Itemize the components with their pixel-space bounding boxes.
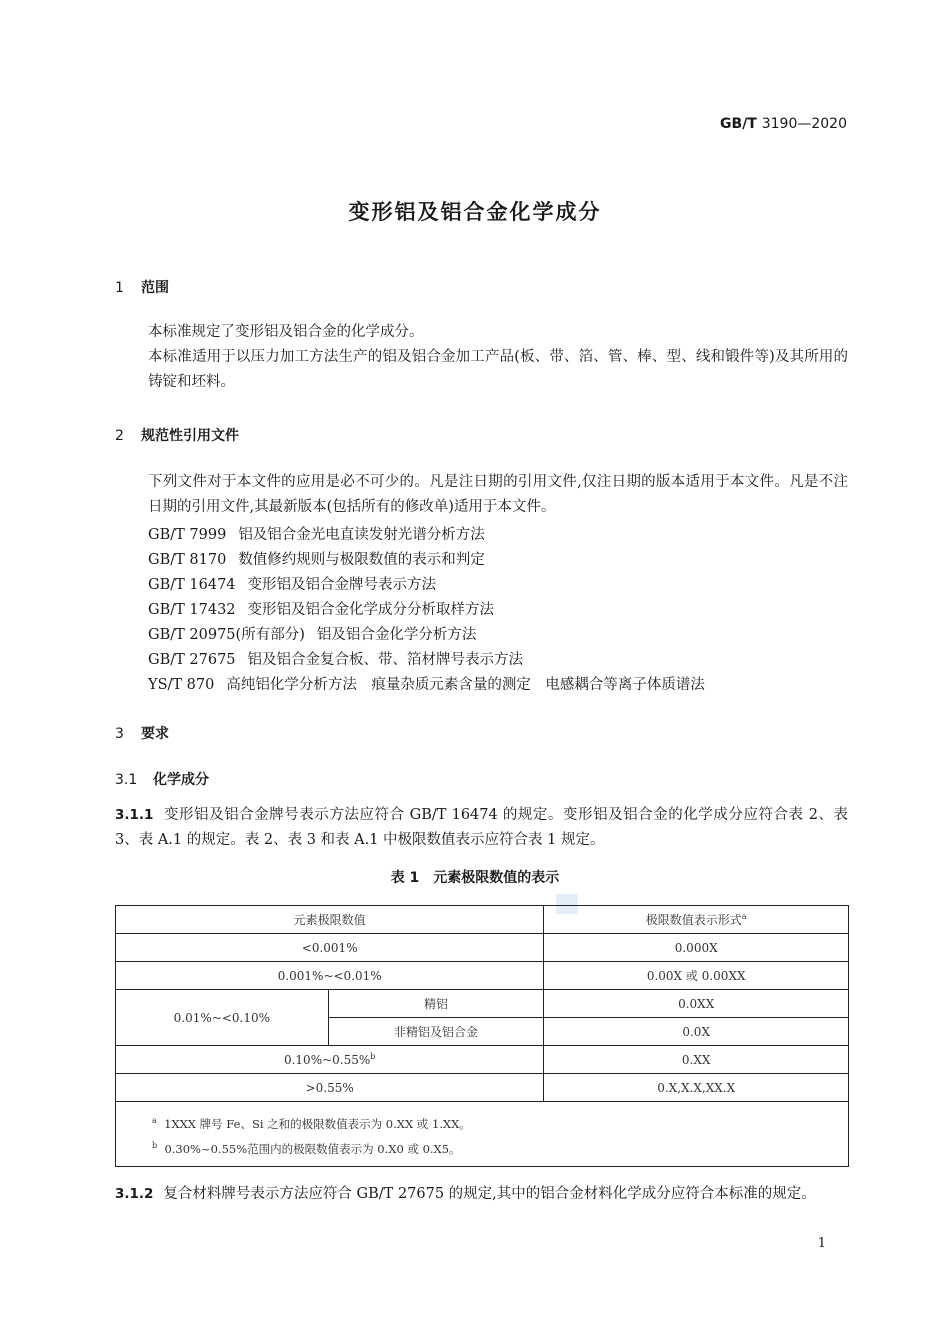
section-3-heading — [115, 723, 169, 743]
section-number: 2 — [115, 428, 124, 444]
subsection-3-1-heading — [115, 769, 209, 789]
reference-code: GB/T 7999 — [148, 527, 227, 543]
standard-prefix: GB/T — [720, 116, 757, 132]
reference-code: GB/T 16474 — [148, 577, 236, 593]
clause-3-1-2 — [115, 1182, 848, 1207]
table-cell: 精铝 — [328, 990, 544, 1018]
reference-title: 铝及铝合金复合板、带、箔材牌号表示方法 — [247, 652, 524, 668]
reference-code: YS/T 870 — [148, 677, 215, 693]
reference-item — [148, 623, 476, 644]
section-title: 范围 — [141, 280, 169, 296]
reference-code: GB/T 27675 — [148, 652, 236, 668]
section-2-intro — [115, 470, 848, 520]
table-notes — [116, 1102, 849, 1167]
table-cell: 0.X,X.X,XX.X — [544, 1074, 849, 1102]
table-1 — [115, 905, 849, 1167]
table-cell: <0.001% — [116, 934, 544, 962]
reference-title: 铝及铝合金化学分析方法 — [316, 627, 477, 643]
standard-number: 3190—2020 — [761, 116, 847, 132]
subsection-title: 化学成分 — [153, 772, 209, 788]
clause-number: 3.1.1 — [115, 807, 154, 823]
table-header-cell: 极限数值表示形式$^a$ — [544, 906, 849, 934]
table-note: $^a$ 1XXX 牌号 Fe、Si 之和的极限数值表示为 0.XX 或 1.XX。 — [152, 1116, 471, 1131]
clause-text: 复合材料牌号表示方法应符合 GB/T 27675 的规定,其中的铝合金材料化学成分应符合本标准的规定。 — [163, 1186, 816, 1202]
clause-number: 3.1.2 — [115, 1186, 154, 1202]
reference-item — [148, 573, 436, 594]
table-cell: 0.000X — [544, 934, 849, 962]
table-cell: 非精铝及铝合金 — [328, 1018, 544, 1046]
table-cell: >0.55% — [116, 1074, 544, 1102]
table-note: $^b$ 0.30%~0.55%范围内的极限数值表示为 0.X0 或 0.X5。 — [152, 1140, 461, 1156]
clause-text: 变形铝及铝合金牌号表示方法应符合 GB/T 16474 的规定。变形铝及铝合金的化学成分应符合表 2、表 3、表 A.1 的规定。表 2、表 3 和表 A.1 中极限数值表示应符合表 1 规定。 — [115, 807, 848, 848]
table-cell: 0.0XX — [544, 990, 849, 1018]
table-header-row — [116, 906, 849, 934]
reference-item — [148, 523, 485, 544]
table-header-cell: 元素极限数值 — [116, 906, 544, 934]
subsection-number: 3.1 — [115, 772, 138, 788]
reference-code: GB/T 17432 — [148, 602, 236, 618]
table-row — [116, 934, 849, 962]
reference-code: GB/T 8170 — [148, 552, 227, 568]
reference-item — [148, 598, 494, 619]
section-title: 要求 — [141, 726, 169, 742]
section-title: 规范性引用文件 — [141, 428, 239, 444]
table-row — [116, 962, 849, 990]
table-cell: 0.0X — [544, 1018, 849, 1046]
section-number: 3 — [115, 726, 124, 742]
reference-title: 铝及铝合金光电直读发射光谱分析方法 — [238, 527, 485, 543]
table-row — [116, 990, 849, 1018]
page-number: 1 — [817, 1236, 826, 1251]
standard-code — [720, 116, 847, 132]
reference-title: 数值修约规则与极限数值的表示和判定 — [238, 552, 485, 568]
reference-item — [148, 673, 705, 694]
reference-item — [148, 548, 485, 569]
table-cell: 0.01%~<0.10% — [116, 990, 329, 1046]
reference-title: 高纯铝化学分析方法 痕量杂质元素含量的测定 电感耦合等离子体质谱法 — [226, 677, 705, 693]
reference-item — [148, 648, 523, 669]
table-notes-row — [116, 1102, 849, 1167]
reference-title: 变形铝及铝合金化学成分分析取样方法 — [247, 602, 495, 618]
section-2-heading — [115, 425, 239, 445]
paragraph: 本标准规定了变形铝及铝合金的化学成分。 — [148, 324, 424, 340]
reference-title: 变形铝及铝合金牌号表示方法 — [247, 577, 437, 593]
table-1-title: 表 1 元素极限数值的表示 — [390, 870, 560, 886]
paragraph: 本标准适用于以压力加工方法生产的铝及铝合金加工产品(板、带、箔、管、棒、型、线和锻件等)及其所用的铸锭和坯料。 — [148, 349, 848, 390]
table-row — [116, 1074, 849, 1102]
table-row — [116, 1046, 849, 1074]
document-title: 变形铝及铝合金化学成分 — [348, 200, 602, 224]
section-1-heading — [115, 277, 169, 297]
reference-code: GB/T 20975(所有部分) — [148, 627, 305, 643]
paragraph: 下列文件对于本文件的应用是必不可少的。凡是注日期的引用文件,仅注日期的版本适用于本文件。凡是不注日期的引用文件,其最新版本(包括所有的修改单)适用于本文件。 — [148, 474, 848, 515]
table-cell: 0.XX — [544, 1046, 849, 1074]
table-cell: 0.10%~0.55%$^b$ — [116, 1046, 544, 1074]
clause-3-1-1 — [115, 803, 848, 853]
table-cell: 0.001%~<0.01% — [116, 962, 544, 990]
table-cell: 0.00X 或 0.00XX — [544, 962, 849, 990]
section-1-body — [115, 320, 848, 395]
section-number: 1 — [115, 280, 124, 296]
